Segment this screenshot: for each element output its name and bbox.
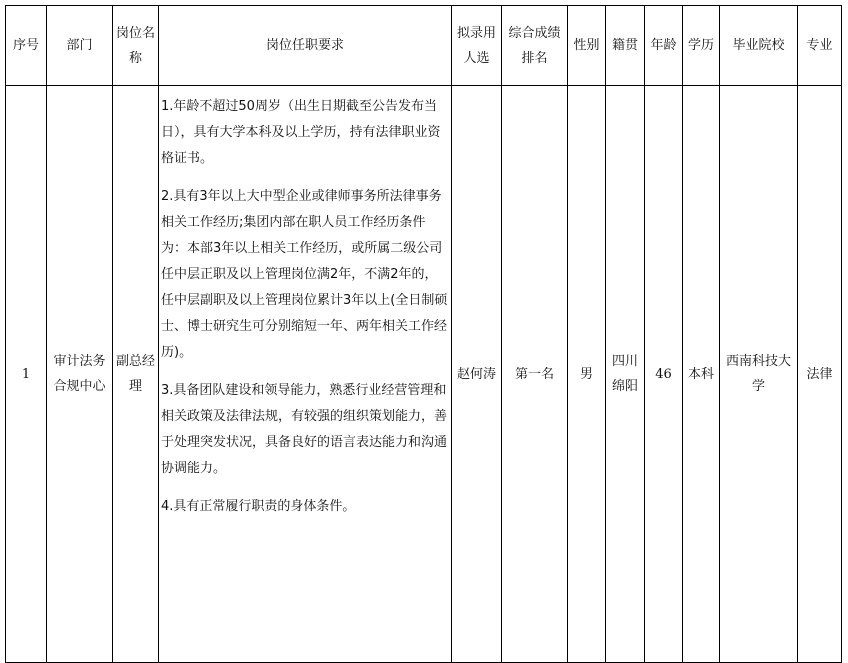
header-dept: 部门 [47,6,113,86]
cell-education: 本科 [683,86,720,663]
document-page [5,5,842,663]
header-major: 专业 [798,6,842,86]
cell-position: 副总经理 [113,86,159,663]
cell-requirements [159,86,452,663]
table-header-row [6,6,842,86]
header-selected: 拟录用人选 [452,6,502,86]
requirement-item-1: 1.年龄不超过50周岁（出生日期截至公告发布当日），具有大学本科及以上学历，持有法律职业资格证书。 [161,99,441,166]
header-requirements: 岗位任职要求 [159,6,452,86]
cell-age: 46 [645,86,683,663]
cell-rank: 第一名 [502,86,568,663]
header-native: 籍贯 [606,6,645,86]
candidate-table [5,5,842,663]
header-school: 毕业院校 [720,6,798,86]
cell-selected: 赵何涛 [452,86,502,663]
cell-native: 四川绵阳 [606,86,645,663]
cell-index: 1 [6,86,47,663]
cell-dept: 审计法务合规中心 [47,86,113,663]
cell-gender: 男 [568,86,606,663]
requirement-item-3: 3.具备团队建设和领导能力，熟悉行业经营管理和相关政策及法律法规，有较强的组织策划能力，善于处理突发状况，具备良好的语言表达能力和沟通协调能力。 [161,383,448,476]
cell-school: 西南科技大学 [720,86,798,663]
header-index: 序号 [6,6,47,86]
requirement-item-4: 4.具有正常履行职责的身体条件。 [161,499,356,514]
header-position: 岗位名称 [113,6,159,86]
header-rank: 综合成绩排名 [502,6,568,86]
header-age: 年龄 [645,6,683,86]
cell-major: 法律 [798,86,842,663]
requirement-item-2: 2.具有3年以上大中型企业或律师事务所法律事务相关工作经历;集团内部在职人员工作经历条件为：本部3年以上相关工作经历，或所属二级公司任中层正职及以上管理岗位满2年，不满2年的，任中层副职及以上管理岗位累计3年以上(全日制硕士、博士研究生可分别缩短一年、两年相关工作经历)。 [161,189,448,360]
header-education: 学历 [683,6,720,86]
header-gender: 性别 [568,6,606,86]
table-row [6,86,842,663]
